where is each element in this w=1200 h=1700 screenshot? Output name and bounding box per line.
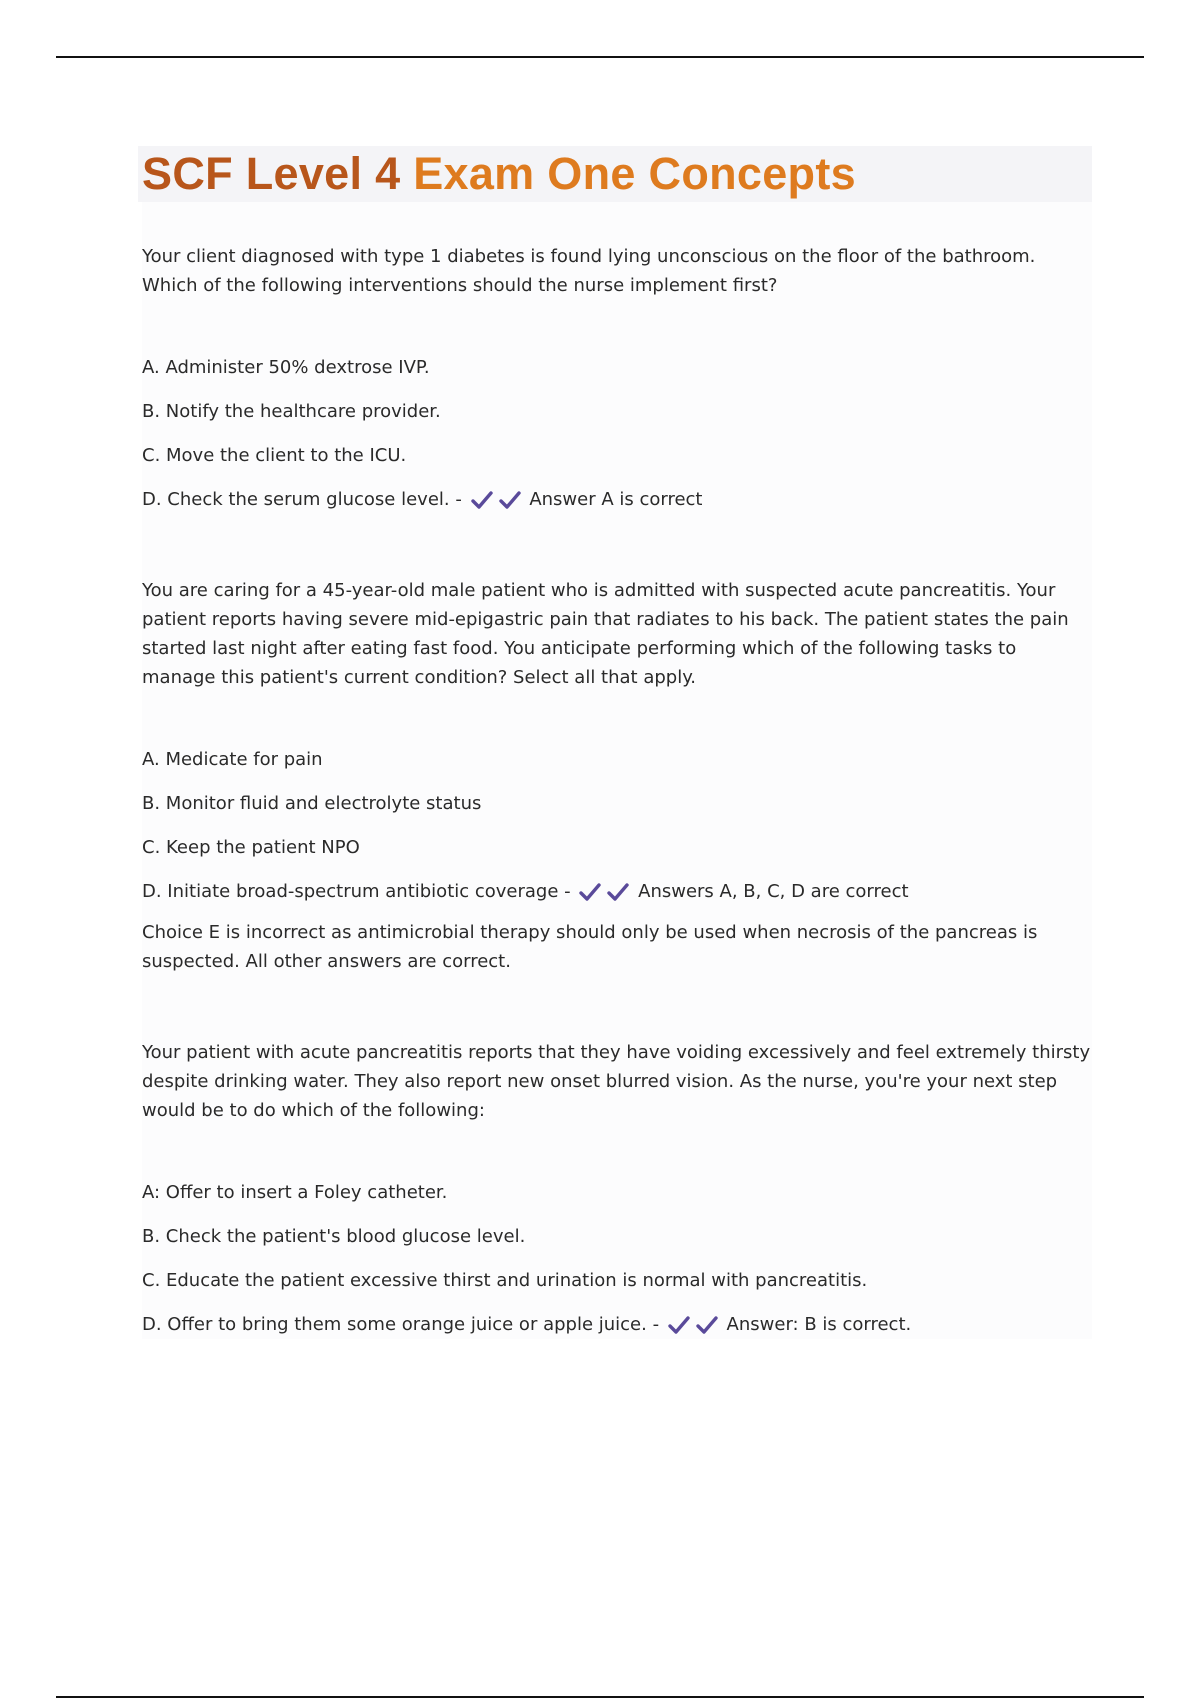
check-icon	[498, 489, 522, 511]
question-block-2	[142, 576, 1092, 976]
top-rule	[56, 56, 1144, 58]
check-icon	[578, 881, 602, 903]
answer-text: Answer A is correct	[529, 489, 703, 510]
answer-text: Answers A, B, C, D are correct	[638, 881, 909, 902]
option-d-with-answer	[142, 485, 1092, 514]
check-icon	[606, 881, 630, 903]
option-b: B. Notify the healthcare provider.	[142, 401, 441, 422]
question-block-3	[142, 1038, 1092, 1339]
question-text: You are caring for a 45-year-old male patient who is admitted with suspected acute pancreatitis. Your patient reports having severe mid-epigastric pain that radiates to his back. The patient states the pain started last night after eating fast food. You anticipate performing which of the following tasks to manage this patient's current condition? Select all that apply.	[142, 580, 1069, 688]
page-title	[142, 146, 856, 202]
title-part-2: Exam One Concepts	[413, 148, 856, 199]
check-icon	[667, 1314, 691, 1336]
answer-note: Choice E is incorrect as antimicrobial therapy should only be used when necrosis of the pancreas is suspected. All other answers are correct.	[142, 922, 1038, 972]
option-b: B. Check the patient's blood glucose level.	[142, 1226, 526, 1247]
option-a: A. Medicate for pain	[142, 749, 323, 770]
check-icon	[470, 489, 494, 511]
question-block-1	[142, 242, 1092, 514]
title-part-1: SCF Level 4	[142, 148, 414, 199]
option-a: A. Administer 50% dextrose IVP.	[142, 357, 430, 378]
check-icon	[695, 1314, 719, 1336]
document-page	[142, 146, 1092, 1339]
option-c: C. Educate the patient excessive thirst and urination is normal with pancreatitis.	[142, 1270, 868, 1291]
option-d: D. Check the serum glucose level. -	[142, 489, 462, 510]
option-c: C. Move the client to the ICU.	[142, 445, 407, 466]
question-text: Your patient with acute pancreatitis reports that they have voiding excessively and feel extremely thirsty despite drinking water. They also report new onset blurred vision. As the nurse, you're your next step would be to do which of the following:	[142, 1042, 1091, 1121]
option-d-with-answer	[142, 877, 1092, 906]
option-d: D. Offer to bring them some orange juice or apple juice. -	[142, 1314, 660, 1335]
bottom-rule	[56, 1696, 1144, 1698]
question-text: Your client diagnosed with type 1 diabetes is found lying unconscious on the floor of the bathroom. Which of the following interventions should the nurse implement first?	[142, 246, 1036, 296]
option-d-with-answer	[142, 1310, 1092, 1339]
answer-text: Answer: B is correct.	[726, 1314, 912, 1335]
option-a: A: Offer to insert a Foley catheter.	[142, 1182, 448, 1203]
option-b: B. Monitor fluid and electrolyte status	[142, 793, 482, 814]
option-d: D. Initiate broad-spectrum antibiotic coverage -	[142, 881, 571, 902]
option-c: C. Keep the patient NPO	[142, 837, 360, 858]
title-banner	[138, 146, 1092, 202]
